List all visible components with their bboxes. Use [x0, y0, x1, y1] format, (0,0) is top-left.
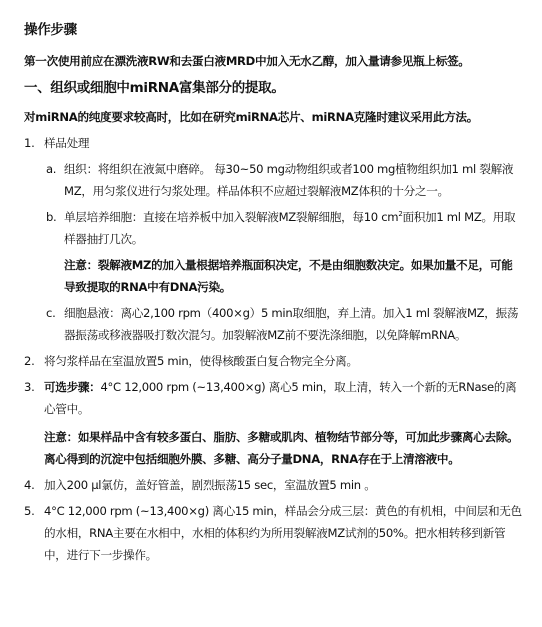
- step-text: 样品处理: [44, 136, 90, 150]
- step-number: 5.: [24, 504, 35, 518]
- step-3: [24, 376, 522, 420]
- optional-step-label: 可选步骤：: [44, 380, 101, 394]
- section-heading: 一、组织或细胞中miRNA富集部分的提取。: [24, 80, 285, 96]
- step-1a: [24, 158, 522, 202]
- sub-step-text: 组织：将组织在液氮中磨碎。 每30~50 mg动物组织或者100 mg植物组织加1 ml 裂解液MZ，用匀浆仪进行匀浆处理。样品体积不应超过裂解液MZ体积的十分之一。: [64, 162, 514, 198]
- step-number: 1.: [24, 136, 35, 150]
- step-1: [24, 132, 522, 154]
- sub-step-letter: c.: [46, 306, 56, 320]
- step-1b: [24, 206, 522, 250]
- step-text: [44, 376, 522, 420]
- step-1b-note: 注意：裂解液MZ的加入量根据培养瓶面积决定，不是由细胞数决定。如果加量不足，可能导致提取的RNA中有DNA污染。: [64, 258, 513, 294]
- superscript: 2: [398, 210, 403, 219]
- step-text: 将匀浆样品在室温放置5 min，使得核酸蛋白复合物完全分离。: [44, 354, 358, 368]
- document-title: 操作步骤: [24, 22, 77, 38]
- sub-step-text-part: 单层培养细胞：直接在培养板中加入裂解液MZ裂解细胞，每10 cm: [64, 210, 399, 224]
- sub-step-text: [64, 206, 522, 250]
- step-number: 3.: [24, 380, 35, 394]
- step-text-part: 4°C 12,000 rpm (~13,400×g) 离心5 min，取上清，转入一个新的无RNase的离心管中。: [44, 380, 517, 416]
- step-number: 4.: [24, 478, 35, 492]
- step-1c: [24, 302, 522, 346]
- purity-note: 对miRNA的纯度要求较高时，比如在研究miRNA芯片、miRNA克隆时建议采用此方法。: [24, 110, 478, 124]
- step-number: 2.: [24, 354, 35, 368]
- step-2: [24, 350, 522, 372]
- step-5: [24, 500, 522, 566]
- intro-paragraph: 第一次使用前应在漂洗液RW和去蛋白液MRD中加入无水乙醇，加入量请参见瓶上标签。: [24, 54, 470, 68]
- sub-step-letter: b.: [46, 210, 57, 224]
- step-4: [24, 474, 522, 496]
- step-3-note: 注意：如果样品中含有较多蛋白、脂肪、多糖或肌肉、植物结节部分等，可加此步骤离心去除。离心得到的沉淀中包括细胞外膜、多糖、高分子量DNA，RNA存在于上清溶液中。: [44, 430, 519, 466]
- sub-step-letter: a.: [46, 162, 57, 176]
- sub-step-text: 细胞悬液：离心2,100 rpm（400×g）5 min取细胞，弃上清。加入1 ml 裂解液MZ，振荡器振荡或移液器吸打数次混匀。加裂解液MZ前不要洗涤细胞，以免降解mRNA。: [64, 306, 519, 342]
- sub-step-text-part: 面积加1 ml MZ。用取样器抽打几次。: [64, 210, 516, 246]
- step-text: 加入200 μl氯仿，盖好管盖，剧烈振荡15 sec，室温放置5 min 。: [44, 478, 376, 492]
- step-text: 4°C 12,000 rpm (~13,400×g) 离心15 min，样品会分成三层：黄色的有机相，中间层和无色的水相，RNA主要在水相中，水相的体积约为所用裂解液MZ试剂的50%。把水相转移到新管中，进行下一步操作。: [44, 504, 522, 562]
